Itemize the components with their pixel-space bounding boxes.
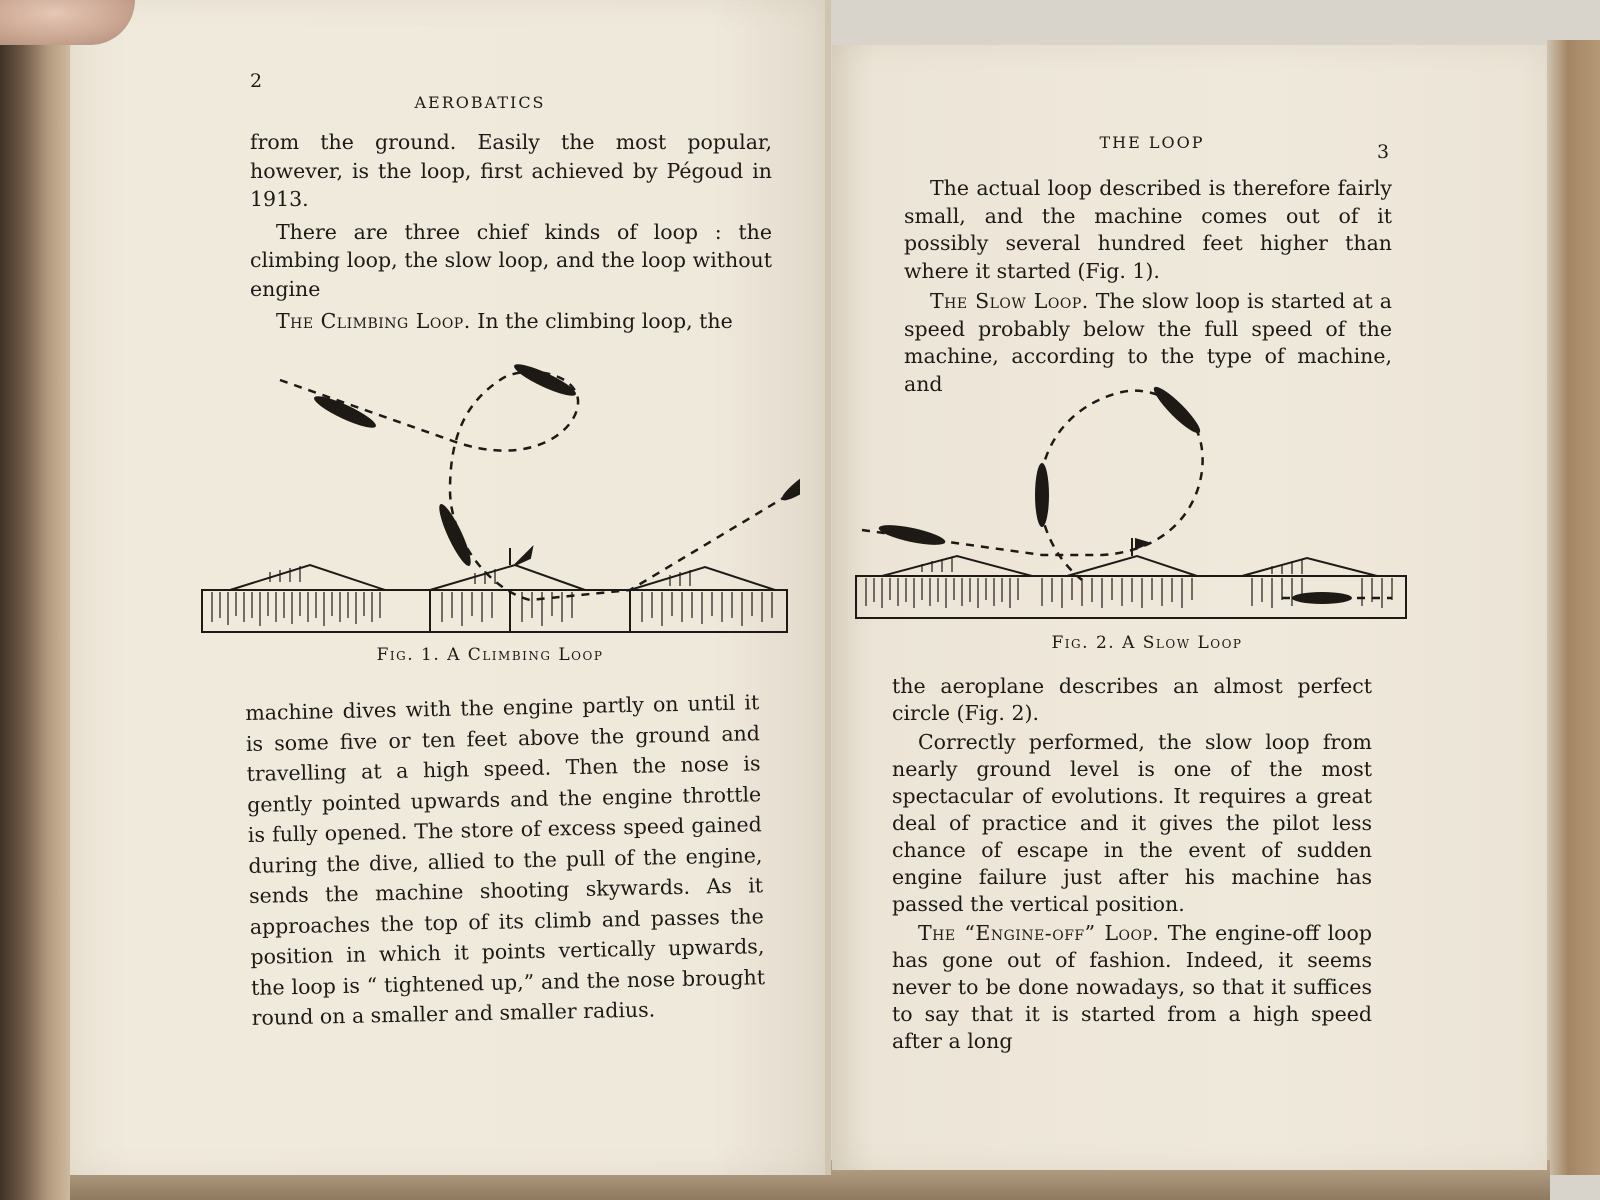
- right-page: [832, 45, 1547, 1170]
- book-edge-right: [1547, 40, 1600, 1175]
- biplane: [778, 455, 800, 505]
- figure-slow-loop: [852, 380, 1422, 640]
- hangar-roof: [230, 565, 385, 590]
- flag: [515, 548, 532, 565]
- biplane: [434, 501, 475, 569]
- biplane: [1149, 382, 1204, 437]
- paragraph-text: The slow loop is started at a speed probably below the full speed of the machine, according to the type of machine, and: [904, 289, 1392, 396]
- hangar-roof: [882, 556, 1032, 576]
- paragraph: Correctly performed, the slow loop from nearly ground level is one of the most spectacular of evolutions. It requires a great deal of practice and it gives the pilot less chance of escape in the event of sudden engine failure just after his machine has passed the vertical position.: [892, 730, 1372, 916]
- figure-caption: Fig. 1. A Climbing Loop: [376, 645, 604, 665]
- hangar-base: [202, 590, 787, 632]
- flag: [1135, 538, 1152, 550]
- book-spine-left: [0, 0, 70, 1200]
- left-page: [70, 0, 831, 1175]
- hangar-roof: [1242, 558, 1377, 576]
- figure-caption: Fig. 2. A Slow Loop: [1051, 633, 1243, 653]
- biplane: [511, 360, 579, 401]
- text-block-top: [250, 128, 772, 336]
- flight-path: [280, 372, 800, 600]
- hangar-roof: [430, 565, 585, 590]
- text-block-top: [904, 175, 1392, 398]
- biplane: [1035, 463, 1049, 527]
- text-block-bottom: [245, 687, 766, 1033]
- paragraph: There are three chief kinds of loop : the climbing loop, the slow loop, and the loop without engine: [250, 219, 772, 301]
- section-heading: The Slow Loop.: [930, 289, 1089, 313]
- paragraph: from the ground. Easily the most popular, however, is the loop, first achieved by Pégoud in 1913.: [250, 130, 772, 211]
- running-head: THE LOOP: [1099, 133, 1205, 152]
- hangar-roof: [630, 567, 775, 590]
- paragraph: machine dives with the engine partly on until it is some five or ten feet above the ground and travelling at a high speed. Then the nose is gently pointed upwards and the engine throttle is fully opened. The store of excess speed gained during the dive, allied to the pull of the engine, sends the machine shooting skywards. As it approaches the top of its climb and passes the position in which it points vertically upwards, the loop is “ tightened up,” and the nose brought round on a smaller and smaller radius.: [245, 690, 766, 1030]
- figure-climbing-loop: [200, 360, 800, 650]
- page-number: 2: [250, 70, 264, 92]
- paragraph: [892, 920, 1372, 1055]
- section-heading: The Climbing Loop.: [276, 309, 471, 333]
- paragraph-text: The engine-off loop has gone out of fashion. Indeed, it seems never to be done nowadays, so that it suffices to say that it is started from a high speed after a long: [892, 921, 1372, 1053]
- paragraph: [250, 307, 772, 336]
- page-number: 3: [1377, 141, 1391, 163]
- hangar-roof: [1067, 556, 1197, 576]
- text-block-bottom: [892, 673, 1372, 1055]
- paragraph: The actual loop described is therefore fairly small, and the machine comes out of it possibly several hundred feet higher than where it started (Fig. 1).: [904, 176, 1392, 283]
- paragraph-text: In the climbing loop, the: [470, 309, 733, 333]
- biplane: [877, 521, 946, 549]
- flight-path: [862, 391, 1203, 580]
- paragraph: the aeroplane describes an almost perfect circle (Fig. 2).: [892, 674, 1372, 725]
- section-heading: The “Engine-off” Loop.: [918, 921, 1160, 945]
- biplane: [1292, 592, 1352, 604]
- running-head: AEROBATICS: [414, 93, 546, 112]
